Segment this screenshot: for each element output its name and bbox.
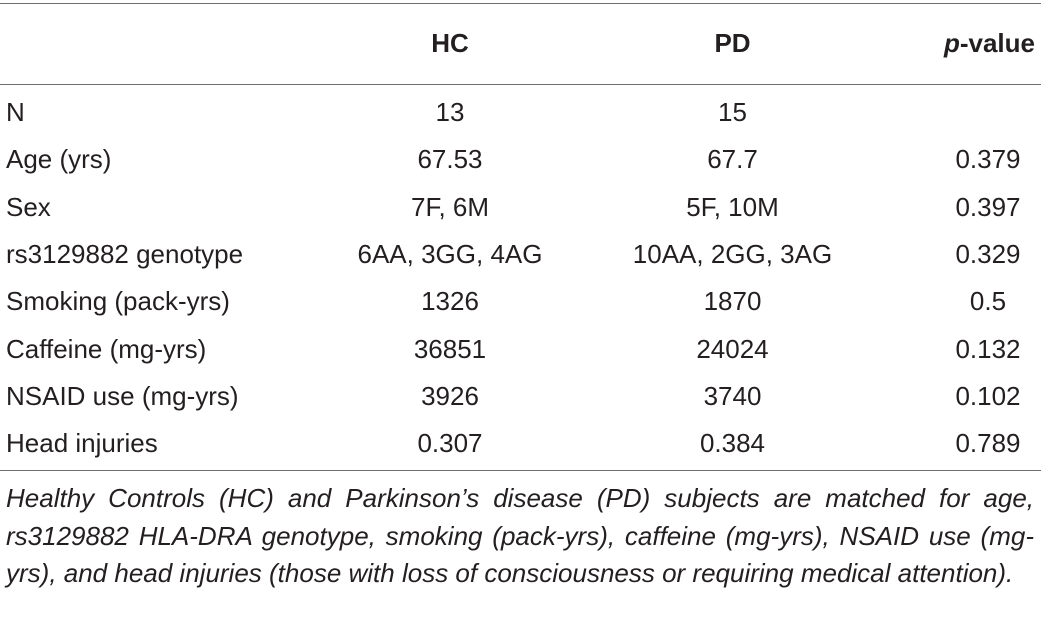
header-hc: HC [431,27,469,58]
cell-pvalue [895,89,1041,136]
table-row [0,278,1041,325]
row-label: Sex [6,191,51,222]
cell-hc: 6AA, 3GG, 4AG [357,239,543,270]
cell-pd: 0.384 [699,428,766,459]
cell-hc: 67.53 [417,144,483,175]
cell-pd: 10AA, 2GG, 3AG [632,239,833,270]
cell-pd: 24024 [696,333,769,364]
cell-hc: 7F, 6M [410,191,490,222]
row-label: Age (yrs) [6,144,112,175]
row-label: Head injuries [6,428,158,459]
table-row [0,184,1041,231]
demographics-table [0,18,1041,467]
cell-pd: 67.7 [707,144,758,175]
table-row [0,325,1041,372]
row-label: rs3129882 genotype [6,239,244,270]
row-label: N [6,97,25,128]
row-label: Caffeine (mg-yrs) [6,333,207,364]
table-row [0,231,1041,278]
table-row [0,136,1041,183]
row-label: NSAID use (mg-yrs) [6,380,239,411]
header-label [0,18,330,68]
cell-hc: 13 [435,97,465,128]
row-label: Smoking (pack-yrs) [6,286,230,317]
cell-hc: 0.307 [417,428,483,459]
table-row [0,420,1041,467]
header-pvalue [895,18,1041,68]
cell-pd: 1870 [703,286,762,317]
top-rule [0,3,1041,4]
cell-pd: 15 [718,97,747,128]
cell-pvalue: 0.789 [955,428,1021,459]
cell-pvalue: 0.329 [955,239,1021,270]
cell-pvalue: 0.132 [955,333,1021,364]
table-caption: Healthy Controls (HC) and Parkinson’s disease (PD) subjects are matched for age, rs3129882 HLA-DRA genotype, smoking (pack-yrs), caffeine (mg-yrs), NSAID use (mg-yrs), and head injuries (those with loss of consciousness or requiring medical attention). [6,483,1034,588]
cell-hc: 36851 [413,333,487,364]
cell-pvalue: 0.102 [955,380,1021,411]
cell-pvalue: 0.5 [969,286,1007,317]
table-header-row [0,18,1041,68]
cell-pd: 3740 [703,380,762,411]
header-pvalue-italic: p [943,27,960,58]
cell-hc: 3926 [421,380,479,411]
cell-pvalue: 0.397 [955,191,1021,222]
table-row [0,373,1041,420]
header-pvalue-rest: -value [959,27,1035,58]
cell-pvalue: 0.379 [955,144,1021,175]
table-row [0,89,1041,136]
cell-hc: 1326 [421,286,479,317]
bottom-rule [0,470,1041,471]
cell-pd: 5F, 10M [686,191,779,222]
header-pd: PD [714,27,751,58]
